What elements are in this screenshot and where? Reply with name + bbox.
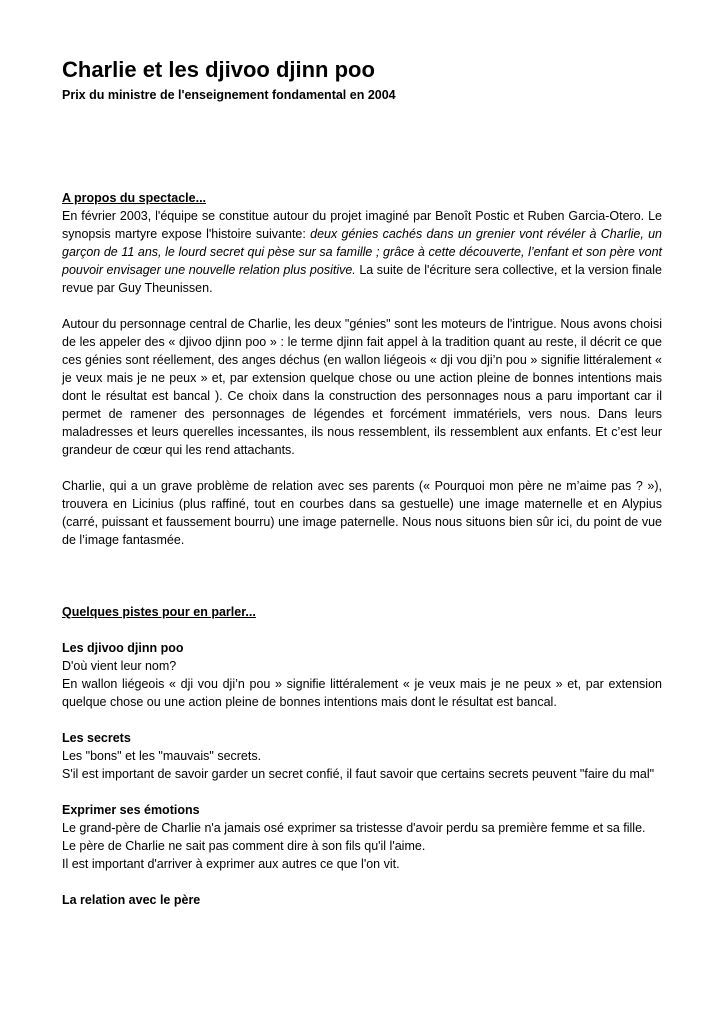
- spacer: [62, 873, 662, 891]
- spacer: [62, 711, 662, 729]
- discussion-heading: Quelques pistes pour en parler...: [62, 605, 256, 619]
- spacer: [62, 585, 662, 603]
- spacer: [62, 459, 662, 477]
- document-title: Charlie et les djivoo djinn poo: [62, 57, 375, 82]
- about-p1-synopsis: deux génies cachés dans un grenier vont révéler à Charlie, un garçon de 11 ans, le lourd secret qui pèse sur sa famille ; grâce à cette découverte, l’enfant et son père vont pouvoir envisager une nouvelle relation plus positive.: [62, 227, 662, 277]
- about-paragraph-1: [62, 207, 662, 297]
- about-p1-text-end: La suite de l'écriture sera collective, et la version finale revue par Guy Theunissen.: [62, 263, 662, 295]
- topic-emotions-line-2: Le père de Charlie ne sait pas comment dire à son fils qu'il l'aime.: [62, 839, 426, 853]
- topic-secrets-line-2: S'il est important de savoir garder un secret confié, il faut savoir que certains secrets peuvent "faire du mal": [62, 767, 655, 781]
- spacer: [62, 783, 662, 801]
- about-paragraph-3: Charlie, qui a un grave problème de relation avec ses parents (« Pourquoi mon père ne m’aime pas ? »), trouvera en Licinius (plus raffiné, tout en courbes dans sa gestuelle) une image maternelle et en Alypius (carré, puissant et faussement bourru) une image paternelle. Nous nous situons bien sûr ici, du point de vue de l’image fantasmée.: [62, 479, 662, 547]
- topic-djivoo-line-1: D'où vient leur nom?: [62, 659, 177, 673]
- spacer: [62, 297, 662, 315]
- topic-emotions-line-1: Le grand-père de Charlie n'a jamais osé exprimer sa tristesse d'avoir perdu sa première femme et sa fille.: [62, 821, 646, 835]
- topic-emotions-title: Exprimer ses émotions: [62, 803, 200, 817]
- spacer: [62, 104, 662, 189]
- about-heading: A propos du spectacle...: [62, 191, 207, 205]
- topic-father-title: La relation avec le père: [62, 893, 201, 907]
- topic-secrets-line-1: Les "bons" et les "mauvais" secrets.: [62, 749, 262, 763]
- topic-emotions-line-3: Il est important d'arriver à exprimer aux autres ce que l'on vit.: [62, 857, 400, 871]
- document-subtitle: Prix du ministre de l'enseignement fondamental en 2004: [62, 88, 396, 102]
- document-page: [62, 56, 662, 909]
- about-p1-text: En février 2003, l'équipe se constitue autour du projet imaginé par Benoît Postic et Ruben Garcia-Otero. Le synopsis martyre expose l'histoire suivante:: [62, 209, 662, 241]
- topic-djivoo-line-2: En wallon liégeois « dji vou dji’n pou » signifie littéralement « je veux mais je ne peux » et, par extension quelque chose ou une action pleine de bonnes intentions mais dont le résultat est bancal.: [62, 677, 662, 709]
- spacer: [62, 621, 662, 639]
- about-paragraph-2: Autour du personnage central de Charlie, les deux "génies" sont les moteurs de l'intrigue. Nous avons choisi de les appeler des « djivoo djinn poo » : le terme djinn fait appel à la tradition quant au reste, il décrit ce que ces génies sont réellement, des anges déchus (en wallon liégeois « dji vou dji’n pou » signifie littéralement « je veux mais je ne peux » et, par extension quelque chose ou une action pleine de bonnes intentions mais dont le résultat est bancal ). Ce choix dans la construction des personnages nous a paru important car il permet de ramener des personnages de légendes et forcément immatériels, vers nous. Dans leurs maladresses et leurs querelles incessantes, ils nous ressemblent, ils ressemblent aux enfants. Et c’est leur grandeur de cœur qui les rend attachants.: [62, 317, 662, 457]
- topic-djivoo-title: Les djivoo djinn poo: [62, 641, 184, 655]
- spacer: [62, 549, 662, 585]
- topic-secrets-title: Les secrets: [62, 731, 131, 745]
